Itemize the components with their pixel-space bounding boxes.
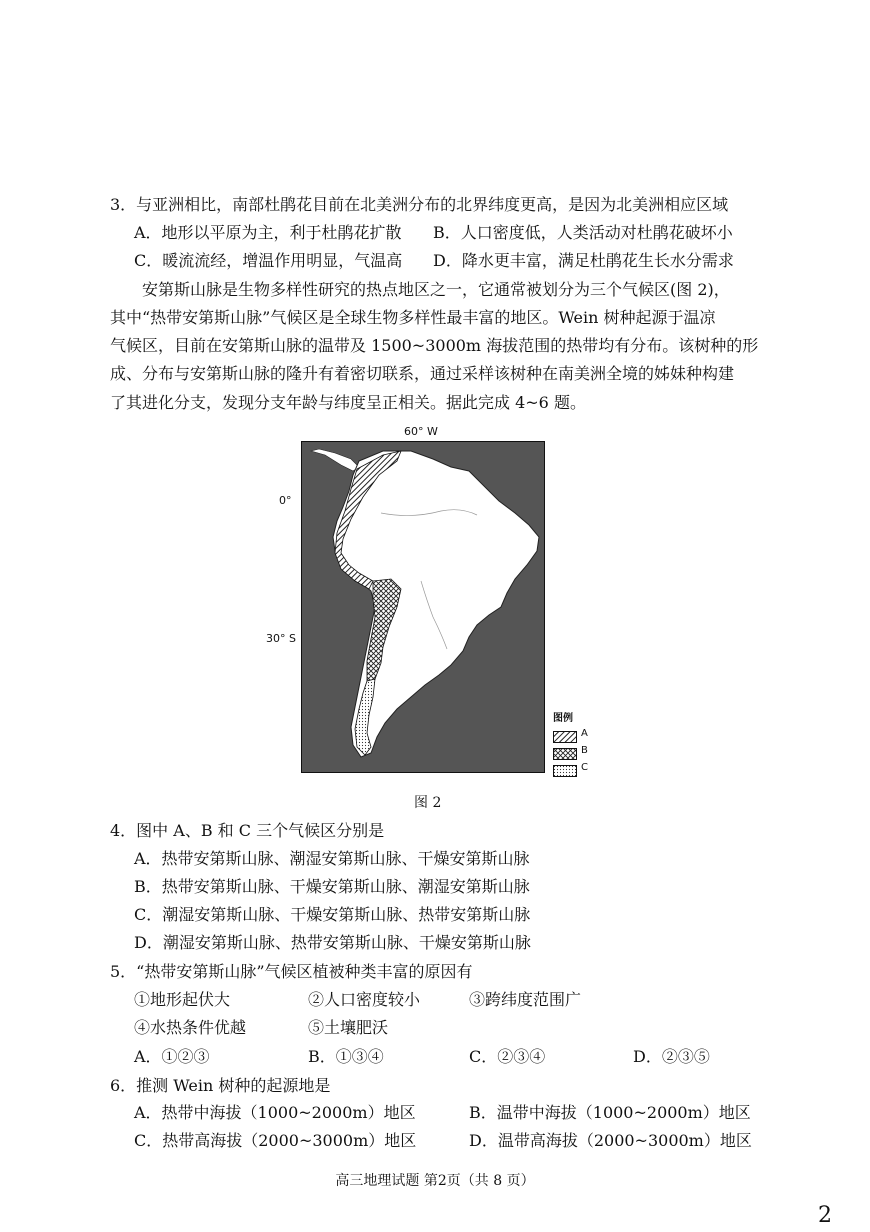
legend-b-label: B bbox=[581, 745, 588, 756]
q6-option-a: A．热带中海拔（1000~2000m）地区 bbox=[134, 1103, 416, 1122]
q5-item-4: ④水热条件优越 bbox=[134, 1018, 247, 1037]
q5-option-a: A．①②③ bbox=[134, 1047, 210, 1066]
q5-option-c: C．②③④ bbox=[469, 1047, 546, 1066]
legend-a-label: A bbox=[581, 728, 588, 739]
lat30-label: 30° S bbox=[266, 632, 296, 645]
q4-option-b: B．热带安第斯山脉、干燥安第斯山脉、潮湿安第斯山脉 bbox=[134, 877, 530, 896]
legend-a-swatch bbox=[553, 728, 577, 740]
q5-option-d: D．②③⑤ bbox=[633, 1047, 710, 1066]
q5-item-3: ③跨纬度范围广 bbox=[469, 990, 582, 1009]
q3-option-a: A．地形以平原为主，利于杜鹃花扩散 bbox=[134, 223, 402, 242]
figure-caption: 图 2 bbox=[414, 795, 442, 811]
passage-line-5: 了其进化分支，发现分支年龄与纬度呈正相关。据此完成 4~6 题。 bbox=[110, 393, 586, 412]
legend-title: 图例 bbox=[553, 713, 573, 724]
q5-item-2: ②人口密度较小 bbox=[308, 990, 421, 1009]
passage-line-3: 气候区，目前在安第斯山脉的温带及 1500~3000m 海拔范围的热带均有分布。该树种的形 bbox=[110, 336, 759, 355]
q3-option-b: B．人口密度低，人类活动对杜鹃花破坏小 bbox=[433, 223, 733, 242]
page-number: 2 bbox=[818, 1203, 832, 1228]
south-america-map bbox=[301, 441, 545, 773]
q6-option-d: D．温带高海拔（2000~3000m）地区 bbox=[469, 1131, 752, 1150]
page-footer: 高三地理试题 第2页（共 8 页） bbox=[335, 1173, 535, 1189]
q4-option-a: A．热带安第斯山脉、潮湿安第斯山脉、干燥安第斯山脉 bbox=[134, 849, 530, 868]
q4-option-d: D．潮湿安第斯山脉、热带安第斯山脉、干燥安第斯山脉 bbox=[134, 933, 531, 952]
passage-line-2: 其中“热带安第斯山脉”气候区是全球生物多样性最丰富的地区。Wein 树种起源于温凉 bbox=[110, 308, 716, 327]
q5-item-1: ①地形起伏大 bbox=[134, 990, 231, 1009]
q6-option-c: C．热带高海拔（2000~3000m）地区 bbox=[134, 1131, 417, 1150]
q6-option-b: B．温带中海拔（1000~2000m）地区 bbox=[469, 1103, 751, 1122]
q5-item-5: ⑤土壤肥沃 bbox=[308, 1018, 389, 1037]
q4-option-c: C．潮湿安第斯山脉、干燥安第斯山脉、热带安第斯山脉 bbox=[134, 905, 531, 924]
q4-stem: 4．图中 A、B 和 C 三个气候区分别是 bbox=[110, 821, 385, 840]
legend-c-swatch bbox=[553, 762, 577, 774]
q3-option-d: D．降水更丰富，满足杜鹃花生长水分需求 bbox=[433, 251, 734, 270]
passage-line-4: 成、分布与安第斯山脉的隆升有着密切联系，通过采样该树种在南美洲全境的姊妹种构建 bbox=[110, 364, 735, 383]
q3-option-c: C．暖流流经，增温作用明显，气温高 bbox=[134, 251, 403, 270]
passage-line-1: 安第斯山脉是生物多样性研究的热点地区之一，它通常被划分为三个气候区(图 2)， bbox=[142, 280, 730, 299]
longitude-label: 60° W bbox=[404, 425, 438, 438]
legend-b-swatch bbox=[553, 745, 577, 757]
q3-stem: 3．与亚洲相比，南部杜鹃花目前在北美洲分布的北界纬度更高，是因为北美洲相应区域 bbox=[110, 195, 729, 214]
q6-stem: 6．推测 Wein 树种的起源地是 bbox=[110, 1076, 331, 1095]
equator-label: 0° bbox=[279, 494, 292, 507]
q5-stem: 5．“热带安第斯山脉”气候区植被种类丰富的原因有 bbox=[110, 962, 473, 981]
legend-c-label: C bbox=[581, 762, 588, 773]
q5-option-b: B．①③④ bbox=[308, 1047, 384, 1066]
